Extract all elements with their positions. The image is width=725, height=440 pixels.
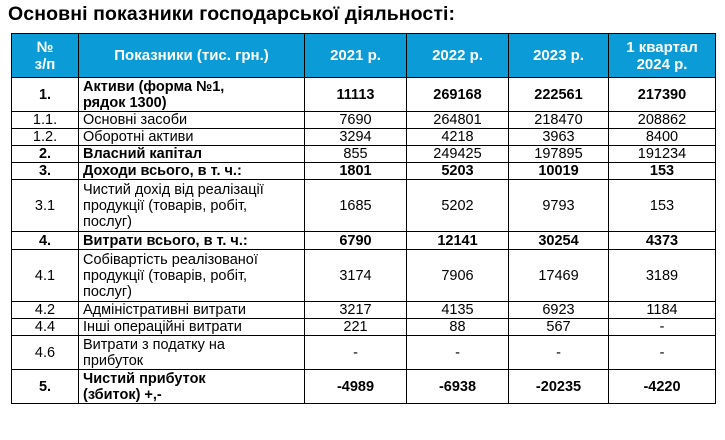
value-v2021: 855 [305,146,407,163]
value-v2023: 567 [509,319,609,336]
indicator-name-line: (збиток) +,- [83,386,162,403]
value-v2023: 6923 [509,302,609,319]
row-indicator-name [79,232,305,250]
value-v2021: 1685 [305,180,407,232]
table-row [12,336,716,370]
value-v2022: 5202 [407,180,509,232]
value-v2022: 5203 [407,163,509,180]
row-indicator-name [79,112,305,129]
header-num: № з/п [12,34,79,78]
value-v2023: 9793 [509,180,609,232]
value-vq1: 153 [609,180,716,232]
value-v2023: - [509,336,609,370]
table-row [12,163,716,180]
value-v2022: 12141 [407,232,509,250]
row-indicator-name [79,319,305,336]
table-row [12,146,716,163]
value-v2023: -20235 [509,370,609,404]
indicator-name-line: Активи (форма №1, [83,78,225,95]
value-v2021: 7690 [305,112,407,129]
value-v2021: 11113 [305,78,407,112]
indicator-name-line: Оборотні активи [83,129,194,145]
indicator-name-line: Інші операційні витрати [83,319,242,335]
row-number: 4.2 [12,302,79,319]
value-v2022: 4135 [407,302,509,319]
value-v2022: 269168 [407,78,509,112]
row-number: 3. [12,163,79,180]
value-v2023: 10019 [509,163,609,180]
row-number: 1.2. [12,129,79,146]
row-indicator-name [79,250,305,302]
value-vq1: - [609,336,716,370]
row-number: 1.1. [12,112,79,129]
table-row [12,112,716,129]
row-indicator-name [79,78,305,112]
value-vq1: - [609,319,716,336]
value-v2021: 3174 [305,250,407,302]
page-title: Основні показники господарської діяльності: [8,3,456,25]
header-name: Показники (тис. грн.) [79,34,305,78]
value-v2021: 221 [305,319,407,336]
table-row [12,250,716,302]
value-v2023: 197895 [509,146,609,163]
indicator-name-line: послуг) [83,213,132,230]
value-v2023: 3963 [509,129,609,146]
table-header-row [12,34,716,78]
header-2022: 2022 р. [407,34,509,78]
indicator-name-line: прибуток [83,352,144,369]
indicator-name-line: Чистий прибуток [83,370,206,387]
indicator-name-line: Собівартість реалізованої [83,251,258,268]
header-2023: 2023 р. [509,34,609,78]
indicator-name-line: Чистий дохід від реалізації [83,181,264,198]
value-vq1: 217390 [609,78,716,112]
indicator-name-line: Доходи всього, в т. ч.: [83,163,242,179]
indicator-name-line: Адміністративні витрати [83,302,246,318]
header-q1-2024: 1 квартал 2024 р. [609,34,716,78]
indicator-name-line: продукції (товарів, робіт, [83,267,248,284]
value-v2022: 4218 [407,129,509,146]
table-row [12,370,716,404]
value-vq1: 3189 [609,250,716,302]
value-vq1: -4220 [609,370,716,404]
row-number: 1. [12,78,79,112]
value-vq1: 1184 [609,302,716,319]
row-indicator-name [79,163,305,180]
value-vq1: 4373 [609,232,716,250]
indicator-name-line: рядок 1300) [83,94,167,111]
table-row [12,78,716,112]
row-indicator-name [79,129,305,146]
row-indicator-name [79,370,305,404]
value-v2021: 6790 [305,232,407,250]
table-body [12,78,716,404]
indicators-table [11,33,716,404]
row-indicator-name [79,146,305,163]
header-2021: 2021 р. [305,34,407,78]
value-v2023: 30254 [509,232,609,250]
value-v2023: 218470 [509,112,609,129]
table-row [12,180,716,232]
row-number: 4. [12,232,79,250]
indicator-name-line: Витрати з податку на [83,336,225,353]
value-v2022: -6938 [407,370,509,404]
row-indicator-name [79,336,305,370]
row-indicator-name [79,302,305,319]
value-v2021: 3294 [305,129,407,146]
value-vq1: 208862 [609,112,716,129]
table-row [12,302,716,319]
value-v2021: -4989 [305,370,407,404]
value-v2022: 7906 [407,250,509,302]
table-row [12,319,716,336]
table-row [12,232,716,250]
value-v2022: 88 [407,319,509,336]
value-vq1: 8400 [609,129,716,146]
table-row [12,129,716,146]
value-vq1: 191234 [609,146,716,163]
indicator-name-line: Основні засоби [83,112,188,128]
row-number: 5. [12,370,79,404]
indicator-name-line: Витрати всього, в т. ч.: [83,232,248,249]
value-v2021: 1801 [305,163,407,180]
row-number: 4.4 [12,319,79,336]
row-number: 3.1 [12,180,79,232]
row-number: 2. [12,146,79,163]
value-vq1: 153 [609,163,716,180]
indicator-name-line: Власний капітал [83,146,202,162]
row-number: 4.6 [12,336,79,370]
value-v2022: 264801 [407,112,509,129]
value-v2023: 17469 [509,250,609,302]
value-v2021: 3217 [305,302,407,319]
row-indicator-name [79,180,305,232]
indicator-name-line: послуг) [83,283,132,300]
value-v2021: - [305,336,407,370]
value-v2023: 222561 [509,78,609,112]
value-v2022: 249425 [407,146,509,163]
value-v2022: - [407,336,509,370]
indicator-name-line: продукції (товарів, робіт, [83,197,248,214]
row-number: 4.1 [12,250,79,302]
